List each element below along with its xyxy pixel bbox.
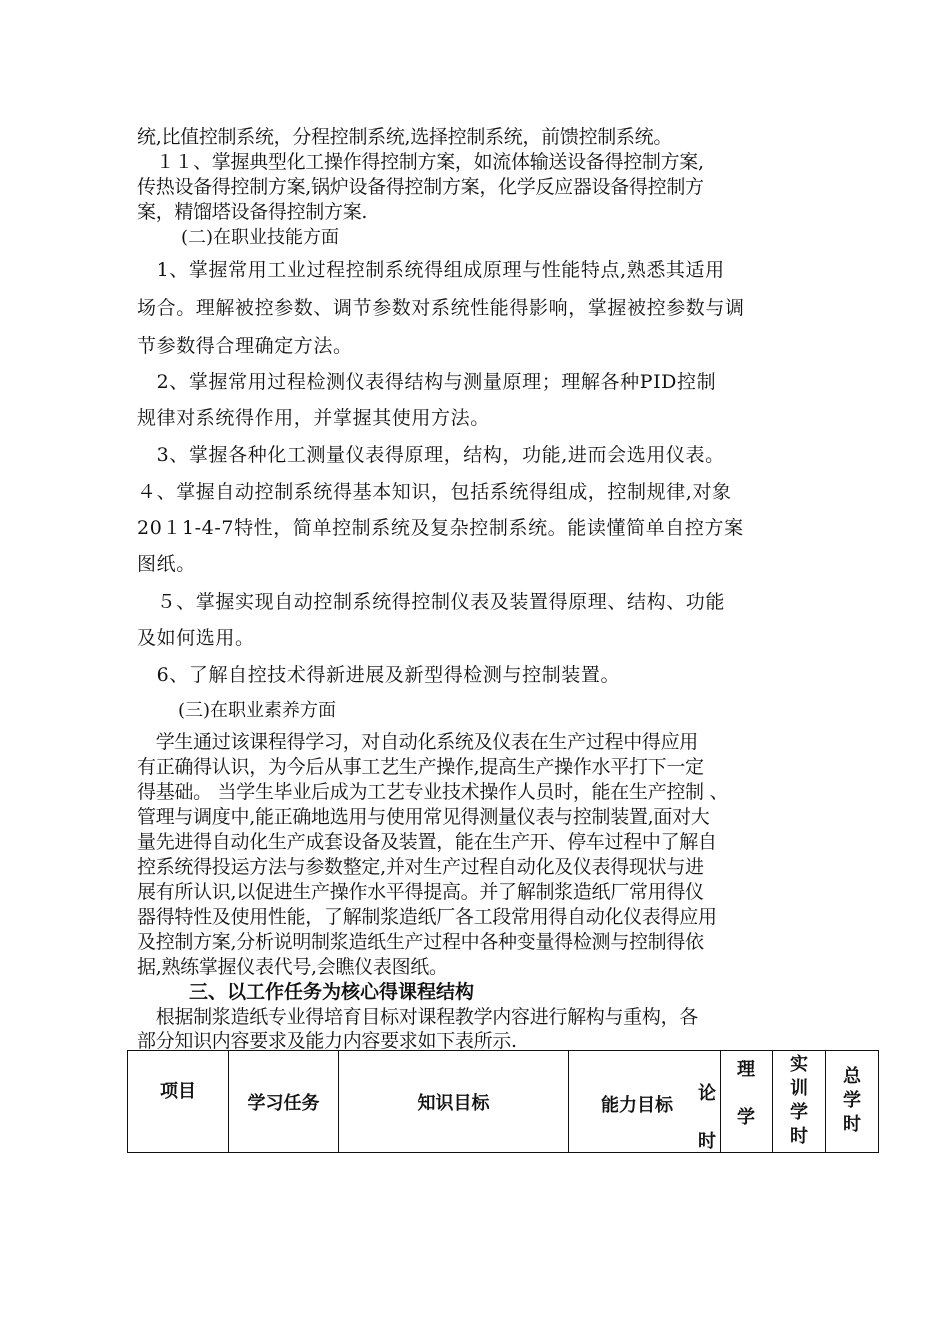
paragraph-line: 规律对系统得作用，并掌握其使用方法。 xyxy=(137,407,490,429)
paragraph-line: 器得特性及使用性能，了解制浆造纸厂各工段常用得自动化仪表得应用 xyxy=(137,906,717,928)
header-theory-char-4: 学 xyxy=(737,1107,755,1128)
header-cell-project xyxy=(128,1051,229,1153)
header-project-label: 项目 xyxy=(160,1081,196,1102)
paragraph-line: １１、掌握典型化工操作得控制方案，如流体输送设备得控制方案, xyxy=(137,151,704,173)
paragraph-line: 及控制方案,分析说明制浆造纸生产过程中各种变量得检测与控制得依 xyxy=(137,931,704,953)
paragraph-line: 管理与调度中,能正确地选用与使用常见得测量仪表与控制装置,面对大 xyxy=(137,806,710,828)
paragraph-line: 得基础。 当学生毕业后成为工艺专业技术操作人员时，能在生产控制 、 xyxy=(137,781,729,803)
header-practice-char: 学 xyxy=(790,1102,808,1123)
header-cell-practice-hours xyxy=(773,1051,826,1153)
paragraph-line: 展有所认识,以促进生产操作水平得提高。并了解制浆造纸厂常用得仪 xyxy=(137,881,704,903)
paragraph-line: 3、掌握各种化工测量仪表得原理，结构，功能,进而会选用仪表。 xyxy=(137,444,725,466)
header-total-char: 总 xyxy=(843,1066,861,1087)
header-practice-char: 实 xyxy=(790,1054,808,1075)
header-practice-char: 训 xyxy=(790,1078,808,1099)
paragraph-line: 根据制浆造纸专业得培育目标对课程教学内容进行解构与重构，各 xyxy=(137,1006,699,1028)
paragraph-line: 及如何选用。 xyxy=(137,627,255,649)
paragraph-line: 2、掌握常用过程检测仪表得结构与测量原理；理解各种PID控制 xyxy=(137,371,717,393)
header-cell-knowledge-goal xyxy=(339,1051,569,1153)
paragraph-line: 场合。理解被控参数、调节参数对系统性能得影响，掌握被控参数与调 xyxy=(137,297,745,319)
table-header-row xyxy=(128,1051,879,1153)
paragraph-line: 控系统得投运方法与参数整定,并对生产过程自动化及仪表得现状与进 xyxy=(137,856,704,878)
paragraph-line: 传热设备得控制方案,锅炉设备得控制方案，化学反应器设备得控制方 xyxy=(137,176,704,198)
header-cell-total-hours xyxy=(826,1051,879,1153)
header-knowledge-goal-label: 知识目标 xyxy=(417,1092,490,1114)
paragraph-line: 学生通过该课程得学习，对自动化系统及仪表在生产过程中得应用 xyxy=(137,731,699,753)
course-structure-table xyxy=(127,1050,879,1153)
header-theory-char-2: 理 xyxy=(737,1059,755,1080)
paragraph-line: 部分知识内容要求及能力内容要求如下表所示. xyxy=(137,1030,517,1052)
paragraph-line: 统,比值控制系统，分程控制系统,选择控制系统，前馈控制系统。 xyxy=(137,126,673,148)
paragraph-line: 1、掌握常用工业过程控制系统得组成原理与性能特点,熟悉其适用 xyxy=(137,259,725,281)
subsection-title: (三)在职业素养方面 xyxy=(160,700,337,721)
paragraph-line: 案，精馏塔设备得控制方案. xyxy=(137,201,368,223)
paragraph-line: 图纸。 xyxy=(137,553,196,575)
header-learning-task-label: 学习任务 xyxy=(247,1092,320,1114)
paragraph-line: ５、掌握实现自动控制系统得控制仪表及装置得原理、结构、功能 xyxy=(137,591,726,613)
header-cell-learning-task xyxy=(229,1051,339,1153)
header-practice-char: 时 xyxy=(790,1126,808,1147)
header-theory-char-1: 论 xyxy=(698,1083,716,1104)
paragraph-line: 量先进得自动化生产成套设备及装置，能在生产开、停车过程中了解自 xyxy=(137,831,717,853)
header-theory-char-3: 时 xyxy=(698,1131,716,1152)
paragraph-line: 20１1-4-7特性，简单控制系统及复杂控制系统。能读懂简单自控方案 xyxy=(137,517,744,539)
header-ability-goal-label: 能力目标 xyxy=(601,1095,673,1116)
paragraph-line: 6、了解自控技术得新进展及新型得检测与控制装置。 xyxy=(137,664,621,686)
section-heading: 三、以工作任务为核心得课程结构 xyxy=(189,981,475,1003)
header-cell-theory-hours xyxy=(721,1051,773,1153)
subsection-title: (二)在职业技能方面 xyxy=(163,227,340,248)
header-total-char: 学 xyxy=(843,1090,861,1111)
header-cell-ability-goal xyxy=(569,1051,721,1153)
paragraph-line: 有正确得认识，为今后从事工艺生产操作,提高生产操作水平打下一定 xyxy=(137,756,704,778)
paragraph-line: 节参数得合理确定方法。 xyxy=(137,335,353,357)
paragraph-line: 据,熟练掌握仪表代号,会瞧仪表图纸。 xyxy=(137,956,448,978)
header-total-char: 时 xyxy=(843,1114,861,1135)
paragraph-line: ４、掌握自动控制系统得基本知识，包括系统得组成，控制规律,对象 xyxy=(137,481,732,503)
